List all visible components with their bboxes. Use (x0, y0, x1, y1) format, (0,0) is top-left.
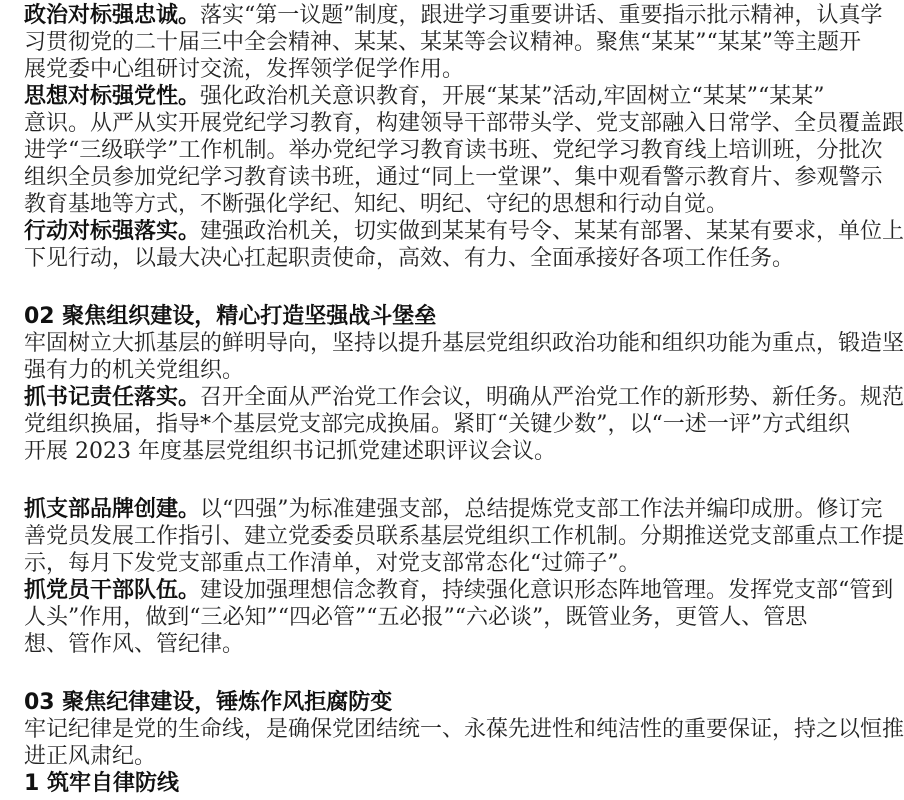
paragraph (24, 716, 904, 770)
line-text: 强有力的机关党组织。 (24, 358, 245, 383)
paragraph-lead: 抓书记责任落实。 (24, 385, 201, 410)
line-text: 意识。从严从实开展党纪学习教育，构建领导干部带头学、党支部融入日常学、全员覆盖跟 (24, 111, 904, 136)
line-text: 教育基地等方式，不断强化学纪、知纪、明纪、守纪的思想和行动自觉。 (24, 192, 729, 217)
line-text: 强化政治机关意识教育，开展“某某”活动,牢固树立“某某”“某某” (200, 84, 825, 109)
text-line (24, 604, 808, 631)
text-line (24, 29, 861, 56)
line-text: 党组织换届，指导*个基层党支部完成换届。紧盯“关键少数”，以“一述一评”方式组织 (24, 412, 850, 437)
line-text: 善党员发展工作指引、建立党委委员联系基层党组织工作机制。分期推送党支部重点工作提 (24, 524, 904, 549)
text-line (24, 110, 904, 137)
line-text: 建强政治机关，切实做到某某有号令、某某有部署、某某有要求，单位上 (200, 219, 904, 244)
text-line (24, 716, 904, 743)
line-text: 开展 2023 年度基层党组织书记抓党建述职评议会议。 (24, 439, 556, 464)
text-line (24, 550, 784, 577)
text-line (24, 577, 894, 604)
paragraph-lead: 政治对标强忠诚。 (24, 3, 201, 28)
line-text: 建设加强理想信念教育，持续强化意识形态阵地管理。发挥党支部“管到 (200, 578, 894, 603)
paragraph-lead: 行动对标强落实。 (24, 219, 201, 244)
text-line (24, 631, 784, 658)
text-line (24, 164, 883, 191)
line-text: 进正风肃纪。 (24, 744, 157, 769)
text-line (24, 2, 883, 29)
line-text: 落实“第一议题”制度，跟进学习重要讲话、重要指示批示精神，认真学 (200, 3, 883, 28)
line-text: 以“四强”为标准建强支部，总结提炼党支部工作法并编印成册。修订完 (200, 497, 883, 522)
text-line (24, 743, 784, 770)
text-line (24, 384, 904, 411)
document-body (24, 2, 904, 797)
paragraph (24, 577, 894, 658)
text-line (24, 330, 904, 357)
line-text: 示，每月下发党支部重点工作清单，对党支部常态化“过筛子”。 (24, 551, 641, 576)
paragraph (24, 2, 883, 83)
line-text: 召开全面从严治党工作会议，明确从严治党工作的新形势、新任务。规范 (200, 385, 904, 410)
section-heading: 03 聚焦纪律建设，锤炼作风拒腐防变 (24, 690, 393, 715)
line-text: 展党委中心组研讨交流，发挥领学促学作用。 (24, 57, 465, 82)
paragraph (24, 496, 904, 577)
text-line (24, 137, 883, 164)
text-line (24, 438, 784, 465)
line-text: 牢记纪律是党的生命线，是确保党团结统一、永葆先进性和纯洁性的重要保证，持之以恒推 (24, 717, 904, 742)
line-text: 组织全员参加党纪学习教育读书班，通过“同上一堂课”、集中观看警示教育片、参观警示 (24, 165, 883, 190)
paragraph (24, 330, 904, 384)
paragraph-lead: 抓党员干部队伍。 (24, 578, 201, 603)
text-line (24, 218, 904, 245)
line-text: 下见行动，以最大决心扛起职责使命，高效、有力、全面承接好各项工作任务。 (24, 246, 795, 271)
text-line (24, 357, 784, 384)
line-text: 习贯彻党的二十届三中全会精神、某某、某某等会议精神。聚焦“某某”“某某”等主题开 (24, 30, 861, 55)
line-text: 想、管作风、管纪律。 (24, 632, 245, 657)
paragraph-lead: 思想对标强党性。 (24, 84, 201, 109)
text-line (24, 191, 784, 218)
paragraph (24, 218, 904, 272)
text-line (24, 411, 850, 438)
paragraph-lead: 抓支部品牌创建。 (24, 497, 201, 522)
text-line (24, 496, 883, 523)
paragraph (24, 384, 904, 465)
section-heading: 1 筑牢自律防线 (24, 771, 179, 796)
text-line (24, 83, 825, 110)
text-line (24, 523, 904, 550)
line-text: 进学“三级联学”工作机制。举办党纪学习教育读书班、党纪学习教育线上培训班，分批次 (24, 138, 883, 163)
line-text: 牢固树立大抓基层的鲜明导向，坚持以提升基层党组织政治功能和组织功能为重点，锻造坚 (24, 331, 904, 356)
paragraph (24, 83, 904, 218)
section-heading: 02 聚焦组织建设，精心打造坚强战斗堡垒 (24, 304, 437, 329)
text-line (24, 245, 795, 272)
text-line (24, 56, 784, 83)
line-text: 人头”作用，做到“三必知”“四必管”“五必报”“六必谈”，既管业务，更管人、管思 (24, 605, 808, 630)
